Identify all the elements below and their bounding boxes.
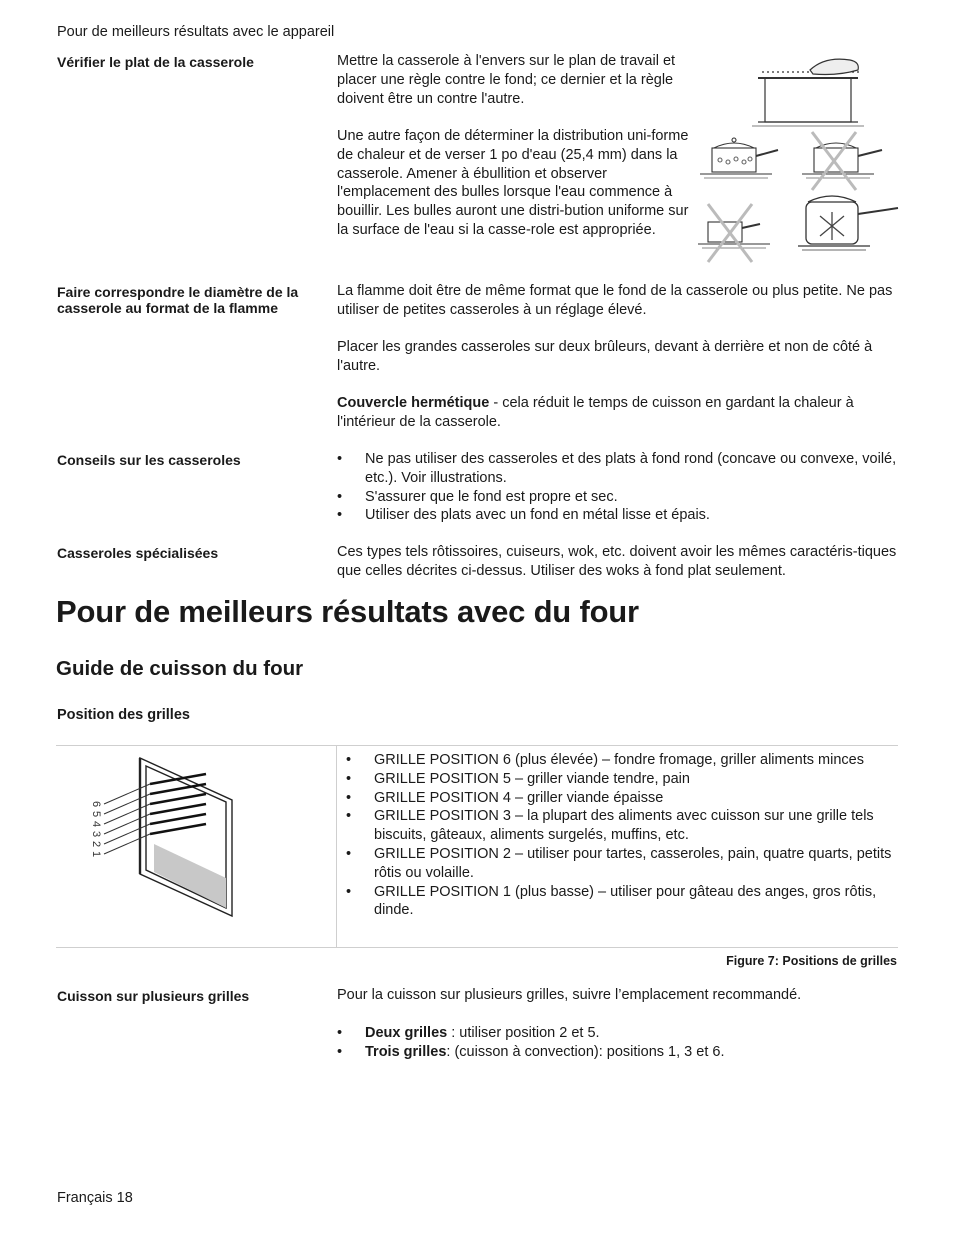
conseils-list	[337, 450, 899, 525]
pot-bad-2	[698, 204, 770, 262]
rack-number-2: 2	[90, 841, 102, 848]
conseils-item: • Ne pas utiliser des casseroles et des plats à fond rond (concave ou convexe, voilé, etc.). Voir illustrations.	[337, 450, 899, 488]
rack-number-3: 3	[90, 831, 102, 838]
verifier-paragraph-2: Une autre façon de déterminer la distribution uni-forme de chaleur et de verser 1 po d'eau (25,4 mm) dans la casserole. Amener à ébullition et observer l'emplacement des bulles lorsque l'eau commence à bouillir. Les bulles auront une distri-bution uniforme sur la surface de l'eau si la casse-role est appropriée.	[337, 128, 689, 238]
rack-position-item: • GRILLE POSITION 4 – griller viande épaisse	[346, 789, 894, 808]
specialisees-paragraph: Ces types tels rôtissoires, cuiseurs, wok, etc. doivent avoir les mêmes caractéris-tiques que celles décrites ci-dessus. Utiliser des woks à fond plat seulement.	[337, 544, 897, 579]
conseils-item: • S'assurer que le fond est propre et sec.	[337, 488, 899, 507]
figure-top-rule	[56, 745, 898, 746]
section-label-plusieurs-grilles: Cuisson sur plusieurs grilles	[57, 988, 250, 1004]
rack-position-item: • GRILLE POSITION 5 – griller viande tendre, pain	[346, 770, 894, 789]
rack-position-item: • GRILLE POSITION 6 (plus élevée) – fondre fromage, griller aliments minces	[346, 751, 894, 770]
multi-item: • Trois grilles: (cuisson à convection): positions 1, 3 et 6.	[337, 1043, 899, 1062]
verifier-paragraph-1: Mettre la casserole à l'envers sur le plan de travail et placer une règle contre le fond; ce dernier et la règle doivent être un contre l'autre.	[337, 53, 676, 107]
oven-rack-diagram	[88, 752, 248, 932]
multi-intro: Pour la cuisson sur plusieurs grilles, suivre l’emplacement recommandé.	[337, 987, 802, 1003]
pan-check-illustration	[690, 50, 905, 265]
heading-position-grilles: Position des grilles	[57, 707, 190, 723]
rack-position-item: • GRILLE POSITION 3 – la plupart des aliments avec cuisson sur une grille tels biscuits, gâteaux, aliments surgelés, muffins, etc.	[346, 807, 894, 845]
figure-divider	[336, 745, 337, 947]
section-label-verifier: Vérifier le plat de la casserole	[57, 54, 254, 70]
section-label-diametre: Faire correspondre le diamètre de la casserole au format de la flamme	[57, 284, 299, 316]
page-footer: Français 18	[57, 1190, 133, 1206]
oven-cavity	[140, 758, 232, 916]
rack-number-6: 6	[90, 801, 102, 808]
figure-bottom-rule	[56, 947, 898, 948]
diametre-paragraph-2: Placer les grandes casseroles sur deux brûleurs, devant à derrière et non de côté à l'autre.	[337, 339, 873, 374]
pot-good-2	[798, 196, 898, 250]
ruler-test-figure	[752, 59, 864, 126]
couvercle-term: Couvercle hermétique	[337, 395, 490, 411]
section-label-conseils: Conseils sur les casseroles	[57, 452, 241, 468]
rack-number-4: 4	[90, 821, 102, 828]
multi-list	[337, 1024, 899, 1062]
diametre-paragraph-1: La flamme doit être de même format que le fond de la casserole ou plus petite. Ne pas utiliser de petites casseroles à un réglage élevé.	[337, 283, 893, 318]
pot-bad-1	[802, 132, 882, 190]
rack-positions-list	[346, 751, 894, 920]
diametre-paragraph-3: Couvercle hermétique - cela réduit le temps de cuisson en gardant la chaleur à l'intérieur de la casserole.	[337, 395, 854, 430]
rack-number-5: 5	[90, 811, 102, 818]
conseils-item: • Utiliser des plats avec un fond en métal lisse et épais.	[337, 506, 899, 525]
pot-good-1	[700, 138, 778, 178]
rack-position-item: • GRILLE POSITION 1 (plus basse) – utiliser pour gâteau des anges, gros rôtis, dinde.	[346, 883, 894, 921]
section-label-specialisees: Casseroles spécialisées	[57, 545, 219, 561]
page-title-four: Pour de meilleurs résultats avec du four	[56, 594, 639, 629]
figure-caption: Figure 7: Positions de grilles	[726, 954, 897, 968]
subtitle-guide: Guide de cuisson du four	[56, 657, 304, 680]
rack-number-1: 1	[90, 851, 102, 858]
multi-item: • Deux grilles : utiliser position 2 et 5.	[337, 1024, 899, 1043]
running-header: Pour de meilleurs résultats avec le appareil	[57, 24, 335, 40]
rack-position-item: • GRILLE POSITION 2 – utiliser pour tartes, casseroles, pain, quatre quarts, petits rôtis ou volaille.	[346, 845, 894, 883]
